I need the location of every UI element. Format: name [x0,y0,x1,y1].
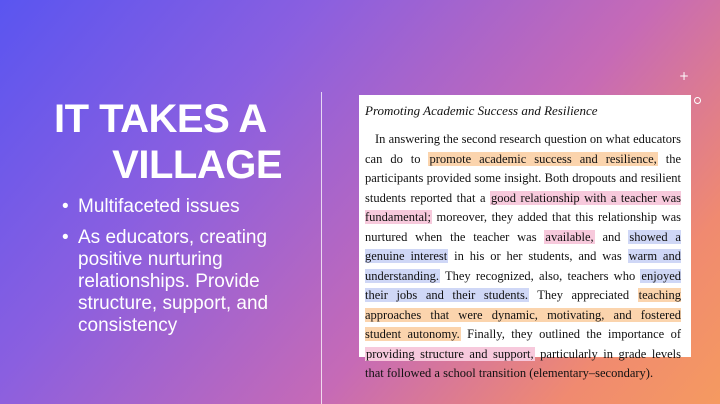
bullet-item: • As educators, creating positive nurturing relationships. Provide structure, support, and consistency [62,227,312,337]
highlight-blue: enjoyed their jobs and their students. [365,268,681,302]
excerpt-text: Finally, they outlined the importance of [460,327,681,341]
excerpt-text: They appreciated [528,288,638,302]
excerpt-image [359,95,691,380]
excerpt-text: They recognized, also, teachers who [439,268,641,283]
excerpt-text: in his or her students, and was [448,249,628,263]
slide-title [54,96,304,188]
excerpt-text: and [594,229,629,244]
highlight-blue: showed a genuine interest [365,229,681,263]
plus-icon: + [679,69,690,83]
highlight-orange: promote academic success and resilience, [429,151,657,166]
circle-icon [694,97,701,104]
excerpt-text: particularly in grade levels that followed a school transition (elementary–secondary). [365,346,682,380]
excerpt-text: In answering the second research question on what educators can do to [365,132,681,166]
highlight-pink: good relationship with a teacher was fundamental; [365,190,681,224]
highlight-pink: providing structure and support, [366,346,534,361]
highlight-orange: teaching approaches that were dynamic, motivating, and fostered student autonomy. [365,288,681,341]
excerpt-text: moreover, they added that this relationship was nurtured when the teacher was [365,210,681,244]
vertical-divider [321,92,322,404]
excerpt-text: the participants provided some insight. Both dropouts and resilient students reported that a [365,151,681,205]
highlight-pink: available, [545,229,594,244]
bullet-list [62,196,312,346]
excerpt-heading: Promoting Academic Success and Resilience [365,103,598,118]
excerpt-body [365,130,681,384]
highlight-blue: warm and understanding. [365,249,681,283]
title-line-2: VILLAGE [112,143,282,187]
bullet-item: • Multifaceted issues [62,196,312,218]
title-line-1: IT TAKES A [54,97,267,141]
